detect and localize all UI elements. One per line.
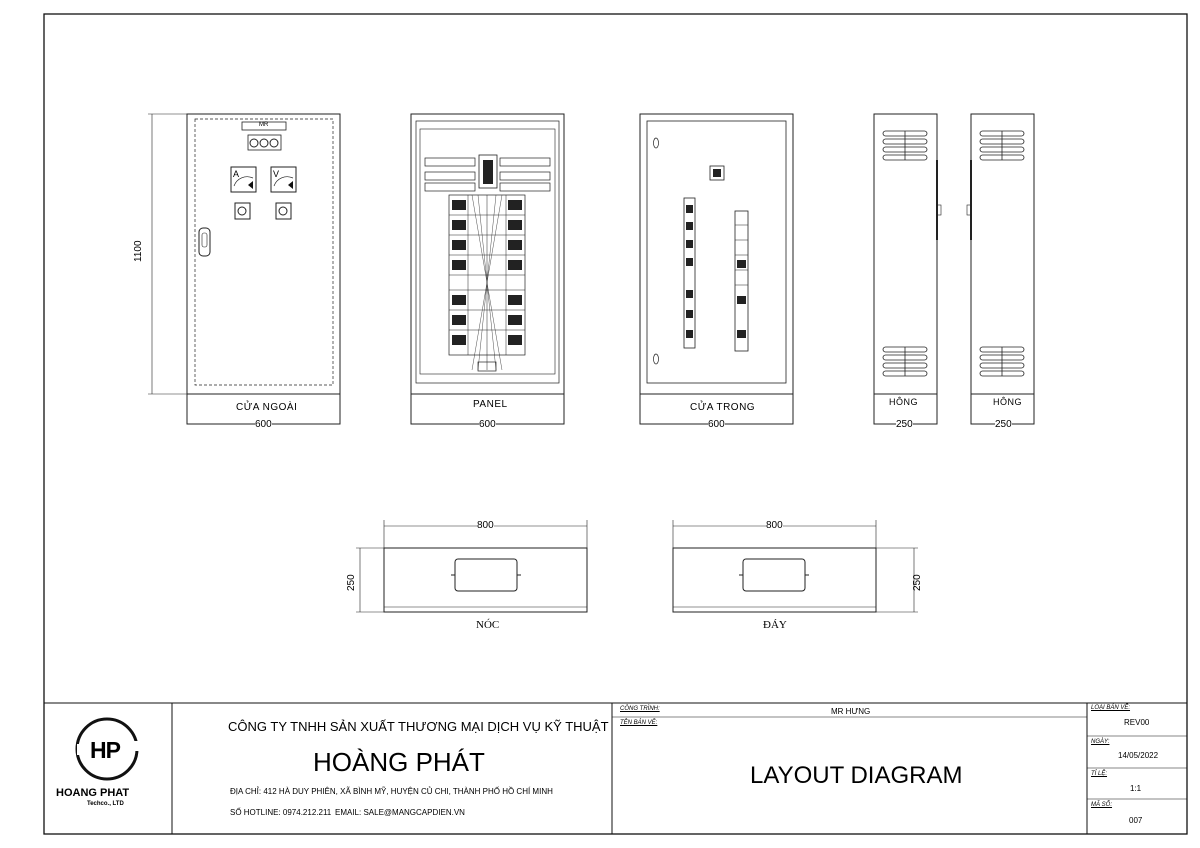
side-left-vents bbox=[883, 131, 927, 376]
outer-door-width-dim: 600 bbox=[255, 419, 272, 430]
drawing-type-label: LOẠI BẢN VẼ: bbox=[1091, 705, 1131, 711]
logo-name: HOANG PHAT bbox=[56, 787, 130, 799]
panel-label: PANEL bbox=[473, 399, 508, 410]
outer-door-height-dim: 1100 bbox=[133, 240, 144, 262]
side-left-label: HÔNG bbox=[889, 397, 918, 407]
scale-value: 1:1 bbox=[1130, 784, 1142, 793]
top-depth-dim: 250 bbox=[346, 574, 357, 591]
project-label: CÔNG TRÌNH: bbox=[620, 706, 660, 712]
drawing-type-value: REV00 bbox=[1124, 718, 1150, 727]
logo-subtitle: Techco., LTD bbox=[87, 801, 124, 807]
drawing-title: LAYOUT DIAGRAM bbox=[750, 762, 963, 789]
bottom-view bbox=[673, 520, 918, 612]
code-value: 007 bbox=[1129, 816, 1143, 825]
code-label: MÃ SỐ: bbox=[1091, 802, 1113, 808]
inner-door-width-dim: 600 bbox=[708, 419, 725, 430]
ammeter-label: A bbox=[233, 169, 240, 179]
side-right-label: HÔNG bbox=[993, 397, 1022, 407]
inner-door-view bbox=[640, 114, 793, 424]
drawing-name-label: TÊN BẢN VẼ: bbox=[620, 720, 658, 726]
date-value: 14/05/2022 bbox=[1118, 751, 1159, 760]
outer-door-view bbox=[148, 114, 340, 424]
project-value: MR HƯNG bbox=[831, 707, 871, 716]
top-view bbox=[356, 520, 587, 612]
logo-mark: HP bbox=[90, 737, 120, 763]
company-address: ĐỊA CHỈ: 412 HÀ DUY PHIÊN, XÃ BÌNH MỸ, HUYỆN CỦ CHI, THÀNH PHỐ HỒ CHÍ MINH bbox=[230, 787, 553, 796]
side-right-width-dim: 250 bbox=[995, 419, 1012, 430]
voltmeter-label: V bbox=[273, 169, 280, 179]
top-width-dim: 800 bbox=[477, 520, 494, 531]
company-line: CÔNG TY TNHH SẢN XUẤT THƯƠNG MẠI DỊCH VỤ KỸ THUẬT bbox=[228, 719, 609, 734]
side-right-vents bbox=[980, 131, 1024, 376]
company-hotline: SỐ HOTLINE: 0974.212.211 bbox=[230, 808, 332, 817]
nameplate-label: MR bbox=[259, 122, 269, 128]
side-left-width-dim: 250 bbox=[896, 419, 913, 430]
bottom-depth-dim: 250 bbox=[912, 574, 923, 591]
panel-width-dim: 600 bbox=[479, 419, 496, 430]
side-right-view bbox=[967, 114, 1034, 424]
company-name: HOÀNG PHÁT bbox=[313, 747, 485, 777]
company-email: EMAIL: SALE@MANGCAPDIEN.VN bbox=[335, 808, 465, 817]
bottom-label: ĐÁY bbox=[763, 619, 787, 631]
inner-door-label: CỬA TRONG bbox=[690, 402, 756, 413]
top-label: NÓC bbox=[476, 619, 500, 631]
date-label: NGÀY: bbox=[1091, 739, 1110, 745]
outer-door-label: CỬA NGOÀI bbox=[236, 402, 298, 413]
title-block bbox=[44, 703, 1187, 834]
side-left-view bbox=[874, 114, 941, 424]
bottom-width-dim: 800 bbox=[766, 520, 783, 531]
scale-label: TỈ LỆ: bbox=[1091, 771, 1108, 777]
